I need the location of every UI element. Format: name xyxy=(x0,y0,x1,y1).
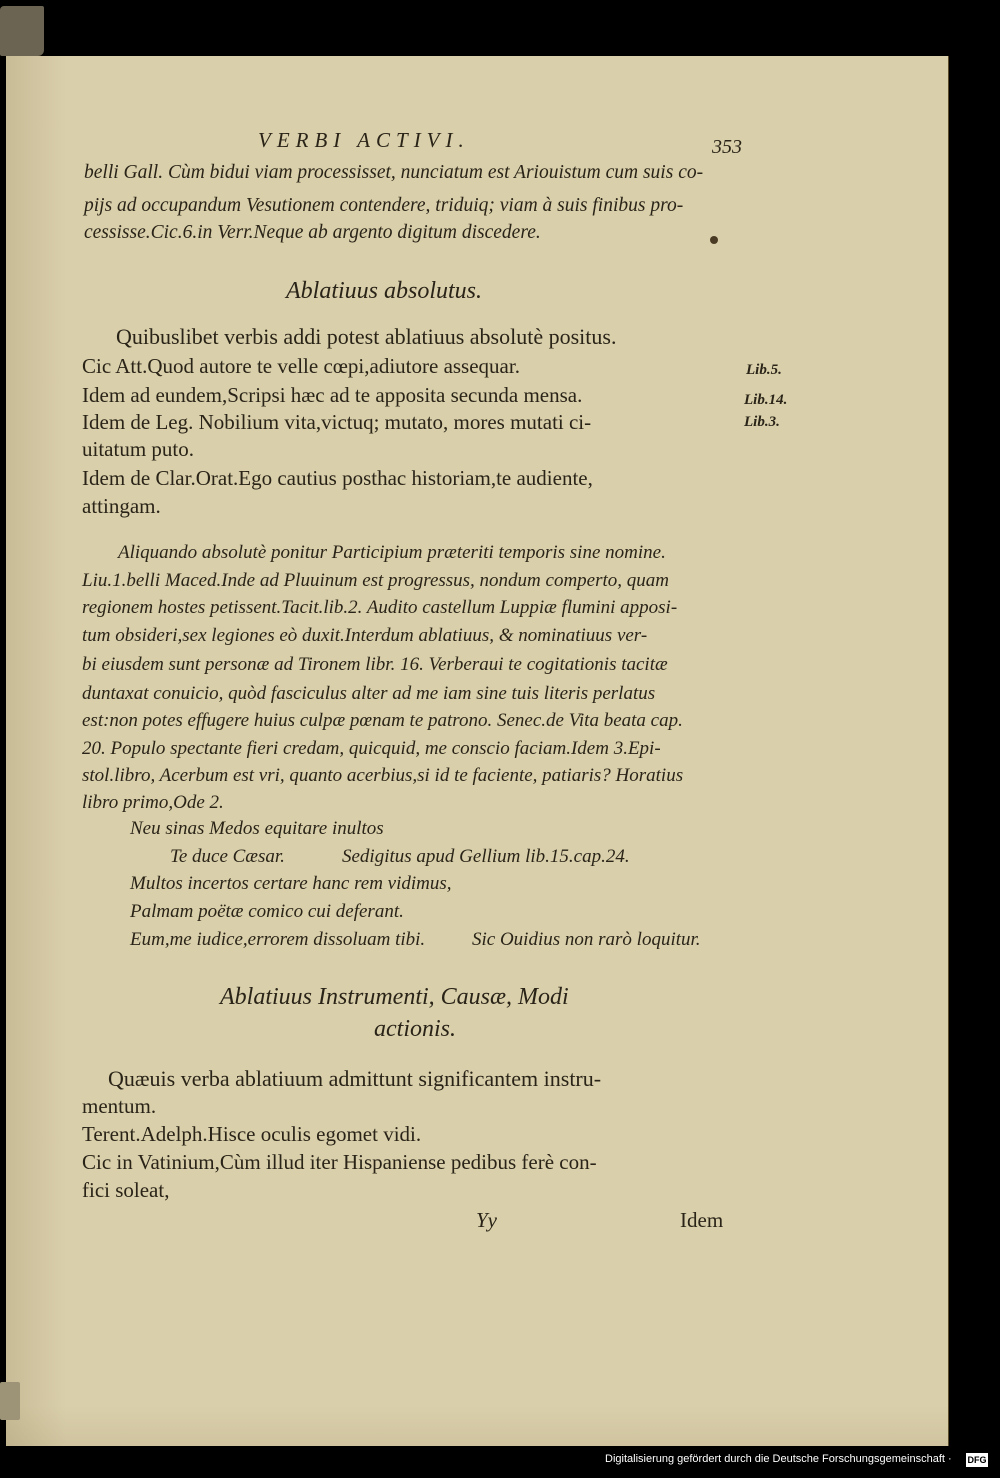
note-line: tum obsideri,sex legiones eò duxit.Interdum ablatiuus, & nominatiuus ver- xyxy=(82,625,648,646)
binding-clip-bottom xyxy=(0,1382,20,1420)
rule-line: uitatum puto. xyxy=(82,437,194,461)
rule-line: Quibuslibet verbis addi potest ablatiuus absolutè positus. xyxy=(116,324,617,349)
rule-line: Idem de Clar.Orat.Ego cautius posthac historiam,te audiente, xyxy=(82,466,593,490)
note-line: Liu.1.belli Maced.Inde ad Pluuinum est progressus, nondum comperto, quam xyxy=(82,570,670,591)
verse-line: Neu sinas Medos equitare inultos xyxy=(130,818,384,839)
book-page xyxy=(6,56,949,1446)
dfg-logo: DFG xyxy=(967,1455,987,1465)
rule-line: attingam. xyxy=(82,494,161,518)
running-header: VERBI ACTIVI. xyxy=(258,128,470,152)
verse-note: Sic Ouidius non rarò loquitur. xyxy=(472,929,701,950)
rule-line: Idem de Leg. Nobilium vita,victuq; mutato, mores mutati ci- xyxy=(82,410,592,434)
rule-line: Quæuis verba ablatiuum admittunt significantem instru- xyxy=(108,1066,602,1091)
note-line: Aliquando absolutè ponitur Participium præteriti temporis sine nomine. xyxy=(118,542,666,563)
note-line: est:non potes effugere huius culpæ pœnam te patrono. Senec.de Vita beata cap. xyxy=(82,710,683,731)
margin-note: Lib.14. xyxy=(744,392,788,408)
section-heading: Ablatiuus absolutus. xyxy=(286,278,483,304)
note-line: 20. Populo spectante fieri credam, quicquid, me conscio faciam.Idem 3.Epi- xyxy=(82,738,661,759)
verse-line: Palmam poëtæ comico cui deferant. xyxy=(130,901,404,922)
section-heading: actionis. xyxy=(374,1016,456,1042)
verse-line: Multos incertos certare hanc rem vidimus, xyxy=(130,873,452,894)
note-line: libro primo,Ode 2. xyxy=(82,792,224,813)
rule-line: Terent.Adelph.Hisce oculis egomet vidi. xyxy=(82,1122,422,1146)
verse-line: Te duce Cæsar. xyxy=(170,846,285,867)
margin-note: Lib.3. xyxy=(744,414,780,430)
rule-line: Idem ad eundem,Scripsi hæc ad te apposita secunda mensa. xyxy=(82,383,583,407)
text-line: belli Gall. Cùm bidui viam processisset, nunciatum est Ariouistum cum suis co- xyxy=(84,162,704,183)
text-line: pijs ad occupandum Vesutionem contendere, triduiq; viam à suis finibus pro- xyxy=(84,195,684,216)
rule-line: mentum. xyxy=(82,1094,157,1118)
page-number: 353 xyxy=(712,136,742,158)
note-line: regionem hostes petissent.Tacit.lib.2. Audito castellum Luppiæ flumini apposi- xyxy=(82,597,678,618)
note-line: duntaxat conuicio, quòd fasciculus alter ad me iam sine tuis literis perlatus xyxy=(82,683,656,704)
rule-line: fici soleat, xyxy=(82,1178,170,1202)
text-line: cessisse.Cic.6.in Verr.Neque ab argento digitum discedere. xyxy=(84,222,541,243)
margin-note: Lib.5. xyxy=(746,362,782,378)
note-line: stol.libro, Acerbum est vri, quanto acerbius,si id te faciente, patiaris? Horatius xyxy=(82,765,684,786)
rule-line: Cic Att.Quod autore te velle cœpi,adiutore assequar. xyxy=(82,354,520,378)
ink-blot xyxy=(710,236,718,244)
section-heading: Ablatiuus Instrumenti, Causæ, Modi xyxy=(220,984,569,1010)
catchword: Idem xyxy=(680,1208,724,1232)
verse-line: Eum,me iudice,errorem dissoluam tibi. xyxy=(130,929,426,950)
rule-line: Cic in Vatinium,Cùm illud iter Hispaniense pedibus ferè con- xyxy=(82,1150,597,1174)
digitization-credit: Digitalisierung gefördert durch die Deutsche Forschungsgemeinschaft · xyxy=(605,1453,952,1465)
binding-clip-top xyxy=(0,6,44,56)
verse-source: Sedigitus apud Gellium lib.15.cap.24. xyxy=(342,846,630,867)
signature-mark: Yy xyxy=(476,1208,497,1232)
note-line: bi eiusdem sunt personæ ad Tironem libr. 16. Verberaui te cogitationis tacitæ xyxy=(82,654,668,675)
